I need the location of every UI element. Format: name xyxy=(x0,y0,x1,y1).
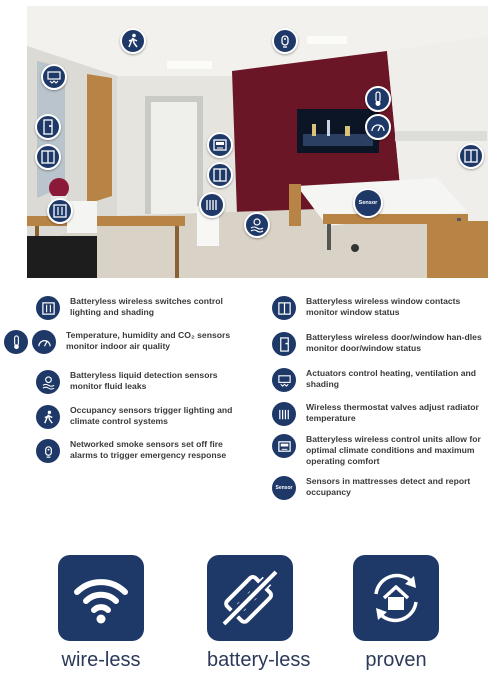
switch-hotspot[interactable] xyxy=(47,198,73,224)
legend-item-thermostat xyxy=(272,402,492,426)
feature-label: battery-less xyxy=(207,649,311,671)
window-icon xyxy=(272,296,296,320)
legend-item-control-units xyxy=(272,434,492,467)
legend-text: Actuators control heating, ventilation and shading xyxy=(306,368,476,389)
sensor-legend xyxy=(0,290,500,505)
liquid-sensor-hotspot[interactable] xyxy=(244,212,270,238)
legend-text: Temperature, humidity and CO₂ sensors monitor indoor air quality xyxy=(66,330,231,351)
legend-text: Batteryless wireless window contacts monitor window status xyxy=(306,296,461,317)
feature-label: wire-less xyxy=(61,649,141,671)
window-icon xyxy=(463,148,479,164)
thermometer-icon xyxy=(370,91,386,107)
door-handle-icon xyxy=(40,119,56,135)
wifi-icon xyxy=(58,555,144,641)
thermostat-hotspot[interactable] xyxy=(199,192,225,218)
liquid-drop-icon xyxy=(36,370,60,394)
legend-item-window-contacts xyxy=(272,296,492,320)
legend-item-occupancy xyxy=(36,405,251,429)
feature-wireless xyxy=(58,555,144,672)
legend-text: Batteryless wireless switches control lighting and shading xyxy=(70,296,223,317)
window-contact-hotspot[interactable] xyxy=(35,144,61,170)
walking-person-icon xyxy=(36,405,60,429)
smoke-detector-icon xyxy=(36,439,60,463)
legend-text: Networked smoke sensors set off fire alarms to trigger emergency response xyxy=(70,439,227,460)
co2-sensor-hotspot[interactable] xyxy=(365,114,391,140)
window-icon xyxy=(212,167,228,183)
occupancy-sensor-hotspot[interactable] xyxy=(120,28,146,54)
control-unit-hotspot[interactable] xyxy=(207,132,233,158)
legend-text: Batteryless liquid detection sensors monitor fluid leaks xyxy=(70,370,218,391)
switch-icon xyxy=(36,296,60,320)
smoke-sensor-hotspot[interactable] xyxy=(272,28,298,54)
legend-item-mattress xyxy=(272,476,492,500)
door-handle-hotspot[interactable] xyxy=(35,114,61,140)
room-illustration xyxy=(27,6,488,278)
house-cycle-icon xyxy=(353,555,439,641)
window-contact-hotspot-2[interactable] xyxy=(207,162,233,188)
walking-person-icon xyxy=(125,33,141,49)
thermometer-icon xyxy=(4,330,28,354)
legend-item-air-quality xyxy=(4,330,254,354)
legend-text: Sensors in mattresses detect and report occupancy xyxy=(306,476,471,497)
actuator-icon xyxy=(46,69,62,85)
actuator-hotspot[interactable] xyxy=(41,64,67,90)
mattress-sensor-icon: Sensor xyxy=(358,200,378,206)
gauge-icon xyxy=(32,330,56,354)
crossed-battery-icon xyxy=(207,555,293,641)
door-handle-icon xyxy=(272,332,296,356)
legend-item-actuators xyxy=(272,368,492,392)
actuator-icon xyxy=(272,368,296,392)
window-contact-hotspot-3[interactable] xyxy=(458,143,484,169)
radiator-valve-icon xyxy=(272,402,296,426)
mattress-sensor-hotspot[interactable] xyxy=(353,188,383,218)
switch-icon xyxy=(52,203,68,219)
humidity-sensor-hotspot[interactable] xyxy=(365,86,391,112)
legend-item-switches xyxy=(36,296,251,320)
legend-text: Occupancy sensors trigger lighting and climate control systems xyxy=(70,405,233,426)
control-unit-icon xyxy=(212,137,228,153)
liquid-drop-icon xyxy=(249,217,265,233)
legend-text: Batteryless wireless control units allow for optimal climate conditions and maximum operating comfort xyxy=(306,434,481,466)
legend-text: Batteryless wireless door/window han-dles monitor door/window status xyxy=(306,332,482,353)
gauge-icon xyxy=(370,119,386,135)
feature-batteryless xyxy=(207,555,311,672)
legend-item-liquid xyxy=(36,370,251,394)
feature-proven xyxy=(353,555,439,672)
radiator-valve-icon xyxy=(204,197,220,213)
control-unit-icon xyxy=(272,434,296,458)
window-icon xyxy=(40,149,56,165)
mattress-sensor-icon: Sensor xyxy=(272,476,296,500)
legend-item-smoke xyxy=(36,439,251,463)
legend-text: Wireless thermostat valves adjust radiator temperature xyxy=(306,402,479,423)
smoke-detector-icon xyxy=(277,33,293,49)
feature-label: proven xyxy=(365,649,427,671)
legend-item-door-handles xyxy=(272,332,492,356)
